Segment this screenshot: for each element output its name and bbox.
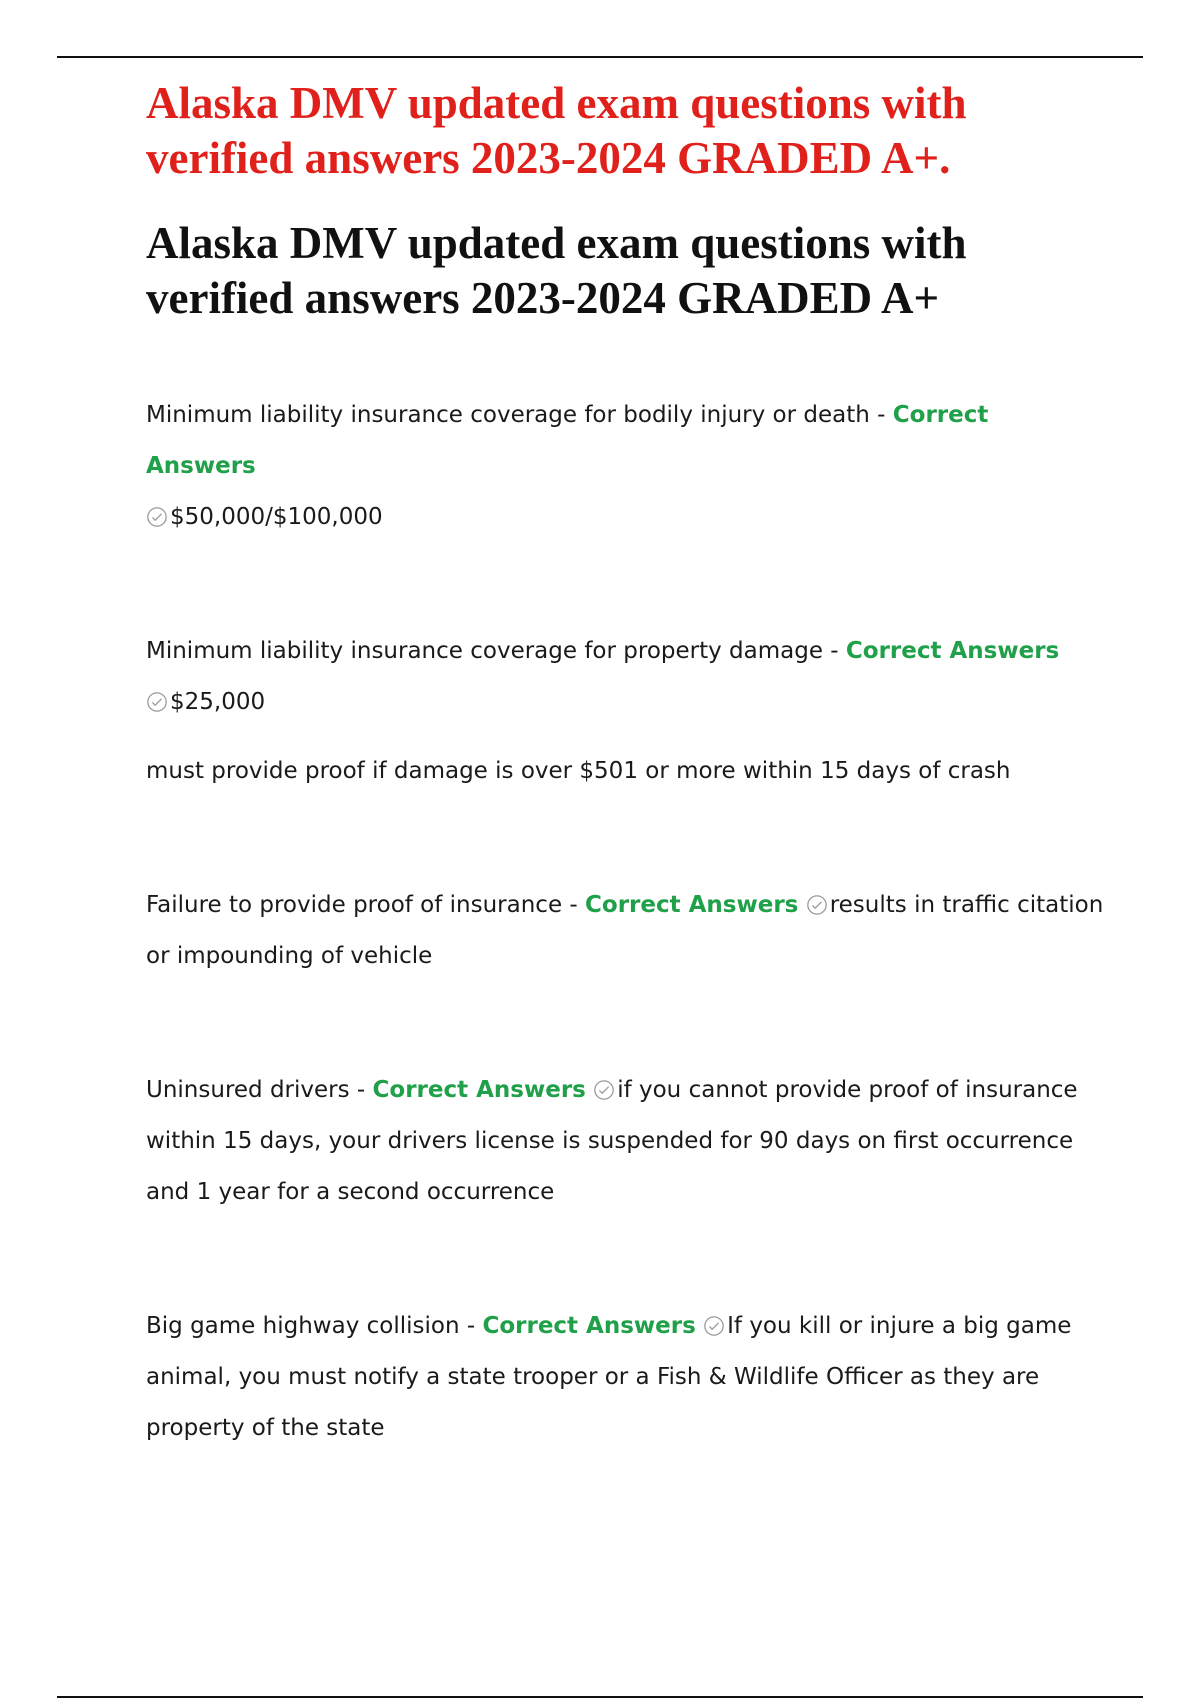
document-title-red: Alaska DMV updated exam questions with verified answers 2023-2024 GRADED A+. [146,78,967,183]
question-text: Big game highway collision [146,1313,460,1339]
answer-text: if you cannot provide proof of insurance within 15 days, your drivers license is suspended for 90 days on first occurrence and 1 year for a second occurrence [146,1077,1078,1205]
check-circle-icon [593,1079,615,1101]
qa-item-3 [146,880,1106,982]
check-circle-icon [806,894,828,916]
check-circle-icon [146,691,168,713]
separator: - [349,1077,373,1103]
check-circle-icon [146,506,168,528]
qa-item-1 [146,390,1106,543]
separator: - [459,1313,483,1339]
qa-item-2 [146,626,1106,797]
qa-text [146,1065,1106,1218]
correct-answers-label: Correct Answers [482,1313,696,1339]
top-rule [57,56,1143,58]
question-text: Failure to provide proof of insurance [146,892,563,918]
correct-answers-label: Correct Answers [372,1077,586,1103]
document-title-black: Alaska DMV updated exam questions with verified answers 2023-2024 GRADED A+ [146,218,967,323]
correct-answers-label: Correct Answers [585,892,799,918]
answer-note: must provide proof if damage is over $501 or more within 15 days of crash [146,758,1011,784]
qa-text [146,626,1106,728]
answer-text: $50,000/$100,000 [170,504,383,530]
qa-text [146,1301,1106,1454]
qa-text [146,880,1106,982]
correct-answers-label: Correct Answers [146,402,989,479]
bottom-rule [57,1696,1143,1698]
separator: - [562,892,586,918]
correct-answers-label: Correct Answers [845,638,1060,664]
answer-text: results in traffic citation or impounding of vehicle [146,892,1104,969]
question-text: Minimum liability insurance coverage for bodily injury or death [146,402,870,428]
answer-text: If you kill or injure a big game animal, you must notify a state trooper or a Fish & Wildlife Officer as they are property of the state [146,1313,1072,1441]
question-text: Minimum liability insurance coverage for property damage [146,638,823,664]
question-text: Uninsured drivers [146,1077,350,1103]
answer-text: $25,000 [170,689,266,715]
separator: - [869,402,893,428]
separator: - [822,638,846,664]
qa-item-4 [146,1065,1106,1218]
qa-text [146,390,1106,543]
qa-item-5 [146,1301,1106,1454]
document-body [146,70,1106,1454]
check-circle-icon [703,1315,725,1337]
